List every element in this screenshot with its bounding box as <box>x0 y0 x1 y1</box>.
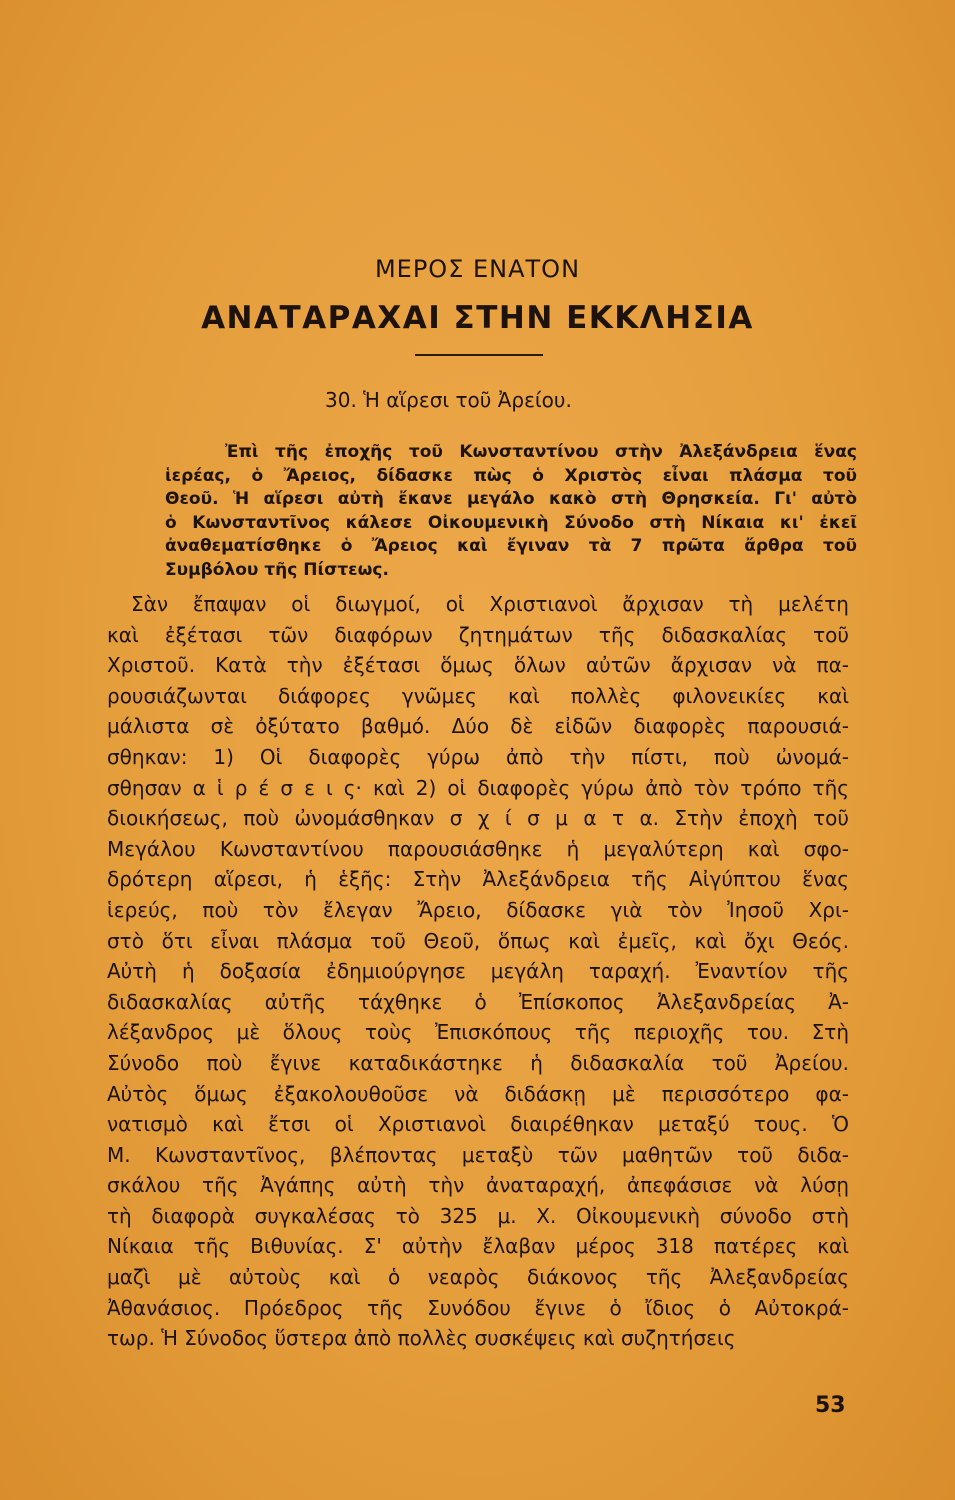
body-line: τωρ. Ἡ Σύνοδος ὕστερα ἀπὸ πολλὲς συσκέψεις καὶ συζητήσεις <box>107 1326 736 1351</box>
body-line: λέξανδρος μὲ ὅλους τοὺς Ἐπισκόπους τῆς περιοχῆς του. Στὴ <box>107 1020 849 1045</box>
body-line: καὶ ἐξέτασι τῶν διαφόρων ζητημάτων τῆς διδασκαλίας τοῦ <box>107 622 849 647</box>
body-line: σθηκαν: 1) Οἱ διαφορὲς γύρω ἀπὸ τὴν πίστι, ποὺ ὠνομά- <box>107 744 849 769</box>
part-label: ΜΕΡΟΣ ΕΝΑΤΟΝ <box>374 255 581 283</box>
body-line: Χριστοῦ. Κατὰ τὴν ἐξέτασι ὅμως ὅλων αὐτῶν ἄρχισαν νὰ πα- <box>107 653 849 678</box>
body-line: σκάλου τῆς Ἀγάπης αὐτὴ τὴν ἀναταραχή, ἀπεφάσισε νὰ λύσῃ <box>107 1173 849 1198</box>
section-summary <box>165 441 857 582</box>
body-line: μαζὶ μὲ αὐτοὺς καὶ ὁ νεαρὸς διάκονος τῆς Ἀλεξανδρείας <box>107 1265 849 1290</box>
body-line: Αὐτὸς ὅμως ἐξακολουθοῦσε νὰ διδάσκῃ μὲ περισσότερο φα- <box>107 1081 849 1106</box>
section-heading: 30. Ἡ αἵρεσι τοῦ Ἀρείου. <box>325 388 572 412</box>
summary-line: Ἐπὶ τῆς ἐποχῆς τοῦ Κωνσταντίνου στὴν Ἀλεξάνδρεια ἕνας <box>225 442 857 462</box>
body-line: Αὐτὴ ἡ δοξασία ἐδημιούργησε μεγάλη ταραχή. Ἐναντίον τῆς <box>107 959 849 984</box>
body-line: μάλιστα σὲ ὀξύτατο βαθμό. Δύο δὲ εἰδῶν διαφορὲς παρουσιά- <box>107 714 849 739</box>
summary-line: ἱερέας, ὁ Ἄρειος, δίδασκε πὼς ὁ Χριστὸς εἶναι πλάσμα τοῦ <box>165 465 857 486</box>
body-line: Μεγάλου Κωνσταντίνου παρουσιάσθηκε ἡ μεγαλύτερη καὶ σφο- <box>107 836 849 861</box>
body-line: στὸ ὅτι εἶναι πλάσμα τοῦ Θεοῦ, ὅπως καὶ ἐμεῖς, καὶ ὄχι Θεός. <box>107 928 849 953</box>
body-line: σθησαν α ἱ ρ έ σ ε ι ς· καὶ 2) οἱ διαφορὲς γύρω ἀπὸ τὸν τρόπο τῆς <box>107 775 849 800</box>
body-line: Σύνοδο ποὺ ἔγινε καταδικάστηκε ἡ διδασκαλία τοῦ Ἀρείου. <box>107 1050 849 1075</box>
body-line: Μ. Κωνσταντῖνος, βλέποντας μεταξὺ τῶν μαθητῶν τοῦ διδα- <box>107 1142 849 1167</box>
body-line: Σὰν ἔπαψαν οἱ διωγμοί, οἱ Χριστιανοὶ ἄρχισαν τὴ μελέτη <box>131 592 849 616</box>
body-line: ρουσιάζωνται διάφορες γνῶμες καὶ πολλὲς φιλονεικίες καὶ <box>107 683 849 708</box>
body-line: τὴ διαφορὰ συγκαλέσας τὸ 325 μ. Χ. Οἰκουμενικὴ σύνοδο στὴ <box>107 1203 849 1228</box>
title-divider <box>415 354 543 356</box>
summary-line: ἀναθεματίσθηκε ὁ Ἄρειος καὶ ἔγιναν τὰ 7 πρῶτα ἄρθρα τοῦ <box>165 536 857 556</box>
chapter-title: ΑΝΑΤΑΡΑΧΑΙ ΣΤΗΝ ΕΚΚΛΗΣΙΑ <box>201 300 754 336</box>
body-line: Ἀθανάσιος. Πρόεδρος τῆς Συνόδου ἔγινε ὁ ἴδιος ὁ Αὐτοκρά- <box>107 1295 849 1320</box>
summary-line: ὁ Κωνσταντῖνος κάλεσε Οἰκουμενικὴ Σύνοδο στὴ Νίκαια κι' ἐκεῖ <box>165 512 857 533</box>
body-text <box>107 589 849 1354</box>
body-line: ἱερεύς, ποὺ τὸν ἔλεγαν Ἄρειο, δίδασκε γιὰ τὸν Ἰησοῦ Χρι- <box>107 897 849 922</box>
summary-line: Συμβόλου τῆς Πίστεως. <box>165 559 389 580</box>
summary-line: Θεοῦ. Ἡ αἵρεσι αὐτὴ ἔκανε μεγάλο κακὸ στὴ Θρησκεία. Γι' αὐτὸ <box>165 489 857 509</box>
body-line: νατισμὸ καὶ ἔτσι οἱ Χριστιανοὶ διαιρέθηκαν μεταξύ τους. Ὁ <box>107 1112 849 1137</box>
body-line: δρότερη αἵρεσι, ἡ ἑξῆς: Στὴν Ἀλεξάνδρεια τῆς Αἰγύπτου ἕνας <box>107 867 849 892</box>
body-line: Νίκαια τῆς Βιθυνίας. Σ' αὐτὴν ἔλαβαν μέρος 318 πατέρες καὶ <box>107 1234 849 1259</box>
body-line: διοικήσεως, ποὺ ὠνομάσθηκαν σ χ ί σ μ α τ α. Στὴν ἐποχὴ τοῦ <box>107 806 849 831</box>
body-line: διδασκαλίας αὐτῆς τάχθηκε ὁ Ἐπίσκοπος Ἀλεξανδρείας Ἀ- <box>107 989 849 1014</box>
page-number: 53 <box>815 1393 846 1418</box>
